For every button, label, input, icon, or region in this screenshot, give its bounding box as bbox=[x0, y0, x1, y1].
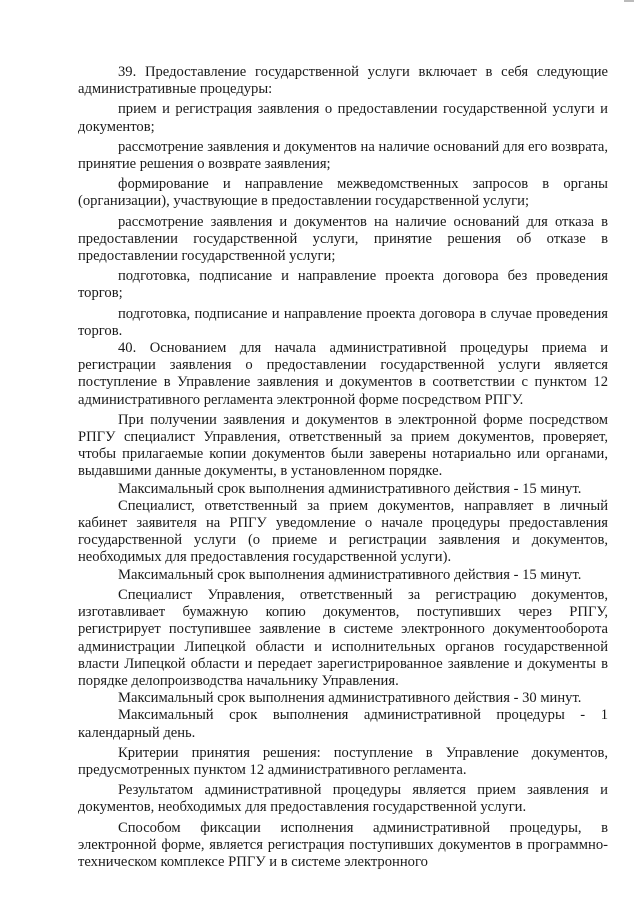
paragraph-registration: Специалист Управления, ответственный за регистрацию документов, изготавливает бумажную копию документов, поступивших через РПГУ, регистрирует поступившее заявление в системе электронного документооборота администрации Липецкой области и исполнительных органов государственной власти Липецкой области и передает зарегистрированное заявление и документы в порядке делопроизводства начальнику Управления. bbox=[78, 586, 608, 689]
paragraph-result: Результатом административной процедуры является прием заявления и документов, необходимых для предоставления государственной услуги. bbox=[78, 782, 608, 816]
list-item-contract-with-auction: подготовка, подписание и направление проекта договора в случае проведения торгов. bbox=[78, 305, 608, 339]
list-item-refusal-review: рассмотрение заявления и документов на наличие оснований для отказа в предоставлении государственной услуги, принятие решения об отказе в предоставлении государственной услуги; bbox=[78, 213, 608, 265]
list-item-contract-without-auction: подготовка, подписание и направление проекта договора без проведения торгов; bbox=[78, 268, 608, 302]
paragraph-max-procedure-time: Максимальный срок выполнения административной процедуры - 1 календарный день. bbox=[78, 707, 608, 741]
list-item-interagency-requests: формирование и направление межведомственных запросов в органы (организации), участвующие в предоставлении государственной услуги; bbox=[78, 176, 608, 210]
document-page bbox=[78, 64, 608, 871]
paragraph-max-time-3: Максимальный срок выполнения административного действия - 30 минут. bbox=[118, 690, 582, 707]
paragraph-max-time-2: Максимальный срок выполнения административного действия - 15 минут. bbox=[118, 566, 582, 583]
paragraph-fixation-method: Способом фиксации исполнения административной процедуры, в электронной форме, является регистрация поступивших документов в программно-техническом комплексе РПГУ и в системе электронного bbox=[78, 819, 608, 870]
paragraph-max-time-1: Максимальный срок выполнения административного действия - 15 минут. bbox=[118, 480, 582, 497]
paragraph-39-intro: 39. Предоставление государственной услуги включает в себя следующие административные процедуры: bbox=[78, 64, 608, 98]
list-item-reception: прием и регистрация заявления о предоставлении государственной услуги и документов; bbox=[78, 101, 608, 135]
list-item-return-review: рассмотрение заявления и документов на наличие оснований для его возврата, принятие решения о возврате заявления; bbox=[78, 138, 608, 173]
paragraph-notification: Специалист, ответственный за прием документов, направляет в личный кабинет заявителя на РПГУ уведомление о начале процедуры предоставления государственной услуги (о приеме и регистрации заявления и документов, необходимых для предоставления государственной услуги). bbox=[78, 497, 608, 566]
paragraph-decision-criteria: Критерии принятия решения: поступление в Управление документов, предусмотренных пунктом 12 административного регламента. bbox=[78, 744, 608, 778]
scan-mark bbox=[624, 0, 634, 2]
paragraph-document-check: При получении заявления и документов в электронной форме посредством РПГУ специалист Управления, ответственный за прием документов, проверяет, чтобы прилагаемые копии документов были заверены нотариально или органами, выдавшими данные документы, в установленном порядке. bbox=[78, 411, 608, 480]
paragraph-40-basis: 40. Основанием для начала административной процедуры приема и регистрации заявления о предоставлении государственной услуги является поступление в Управление заявления и документов в соответствии с пунктом 12 административного регламента электронной форме посредством РПГУ. bbox=[78, 340, 608, 408]
